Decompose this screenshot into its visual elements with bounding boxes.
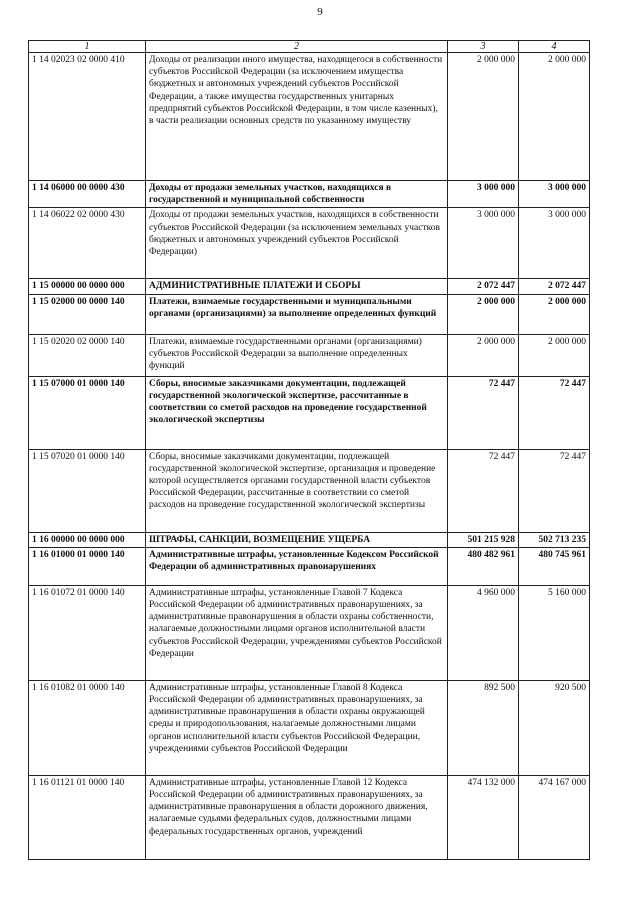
page-number: 9	[317, 6, 323, 18]
row-code: 1 15 00000 00 0000 000	[29, 279, 146, 294]
row-code: 1 16 01121 01 0000 140	[29, 775, 146, 859]
row-name: Сборы, вносимые заказчиками документации, подлежащей государственной экологической экспертизе, организация и проведение которой осуществляется органами государственной власти субъектов Российской Федерации, рассчитанные в соответствии со сметой расходов на проведение государственной экологической экспертизы	[146, 449, 448, 532]
row-code: 1 15 07020 01 0000 140	[29, 449, 146, 532]
row-name: Доходы от продажи земельных участков, находящихся в государственной и муниципальной собственности	[146, 181, 448, 208]
column-header-2: 2	[146, 41, 448, 53]
row-name: Доходы от продажи земельных участков, находящихся в собственности субъектов Российской Федерации (за исключением земельных участков бюджетных и автономных учреждений субъектов Российской Федерации)	[146, 208, 448, 279]
row-code: 1 14 06000 00 0000 430	[29, 181, 146, 208]
row-value-2: 3 000 000	[519, 181, 590, 208]
row-code: 1 15 02020 02 0000 140	[29, 334, 146, 376]
row-value-1: 892 500	[448, 680, 519, 775]
row-name: АДМИНИСТРАТИВНЫЕ ПЛАТЕЖИ И СБОРЫ	[146, 279, 448, 294]
row-code: 1 14 06022 02 0000 430	[29, 208, 146, 279]
row-code: 1 16 01082 01 0000 140	[29, 680, 146, 775]
column-header-4: 4	[519, 41, 590, 53]
row-value-1: 3 000 000	[448, 208, 519, 279]
row-value-1: 2 000 000	[448, 334, 519, 376]
table-row	[29, 208, 590, 279]
row-name: Административные штрафы, установленные Кодексом Российской Федерации об административных правонарушениях	[146, 547, 448, 585]
row-name: Сборы, вносимые заказчиками документации, подлежащей государственной экологической экспертизе, рассчитанные в соответствии со сметой расходов на проведение государственной экологической экспертизы	[146, 376, 448, 449]
row-code: 1 14 02023 02 0000 410	[29, 53, 146, 181]
table-row	[29, 775, 590, 859]
table-row	[29, 680, 590, 775]
row-value-1: 2 000 000	[448, 294, 519, 334]
table-row	[29, 449, 590, 532]
row-code: 1 16 01072 01 0000 140	[29, 585, 146, 680]
row-value-1: 501 215 928	[448, 532, 519, 547]
row-value-1: 480 482 961	[448, 547, 519, 585]
table-row	[29, 585, 590, 680]
row-value-2: 502 713 235	[519, 532, 590, 547]
table-row	[29, 376, 590, 449]
table-row	[29, 532, 590, 547]
row-value-2: 5 160 000	[519, 585, 590, 680]
row-value-1: 3 000 000	[448, 181, 519, 208]
column-header-1: 1	[29, 41, 146, 53]
table-row	[29, 279, 590, 294]
row-value-2: 3 000 000	[519, 208, 590, 279]
table-row	[29, 53, 590, 181]
row-value-2: 2 000 000	[519, 334, 590, 376]
row-code: 1 15 07000 01 0000 140	[29, 376, 146, 449]
row-value-1: 72 447	[448, 449, 519, 532]
revenue-table	[28, 40, 590, 860]
row-value-2: 920 500	[519, 680, 590, 775]
table-header-row	[29, 41, 590, 53]
row-code: 1 16 01000 01 0000 140	[29, 547, 146, 585]
row-name: Административные штрафы, установленные Главой 8 Кодекса Российской Федерации об административных правонарушениях, за административные правонарушения в области охраны окружающей среды и природопользования, налагаемые должностными лицами органов исполнительной власти субъектов Российской Федерации, учреждениями субъектов Российской Федерации	[146, 680, 448, 775]
row-value-2: 2 000 000	[519, 294, 590, 334]
row-name: ШТРАФЫ, САНКЦИИ, ВОЗМЕЩЕНИЕ УЩЕРБА	[146, 532, 448, 547]
row-value-1: 2 072 447	[448, 279, 519, 294]
row-value-2: 2 000 000	[519, 53, 590, 181]
table-row	[29, 294, 590, 334]
row-code: 1 16 00000 00 0000 000	[29, 532, 146, 547]
row-name: Административные штрафы, установленные Главой 12 Кодекса Российской Федерации об административных правонарушениях, за административные правонарушения в области дорожного движения, налагаемые судьями федеральных судов, должностными лицами федеральных государственных органов, учреждений	[146, 775, 448, 859]
row-name: Административные штрафы, установленные Главой 7 Кодекса Российской Федерации об административных правонарушениях, за административные правонарушения в области охраны собственности, налагаемые должностными лицами органов исполнительной власти субъектов Российской Федерации, учреждениями субъектов Российской Федерации	[146, 585, 448, 680]
row-name: Платежи, взимаемые государственными и муниципальными органами (организациями) за выполнение определенных функций	[146, 294, 448, 334]
row-value-2: 480 745 961	[519, 547, 590, 585]
row-name: Доходы от реализации иного имущества, находящегося в собственности субъектов Российской Федерации (за исключением имущества бюджетных и автономных учреждений субъектов Российской Федерации, а также имущества государственных унитарных предприятий субъектов Российской Федерации, в том числе казенных), в части реализации основных средств по указанному имуществу	[146, 53, 448, 181]
row-value-2: 474 167 000	[519, 775, 590, 859]
table-row	[29, 547, 590, 585]
row-code: 1 15 02000 00 0000 140	[29, 294, 146, 334]
row-value-2: 2 072 447	[519, 279, 590, 294]
row-value-1: 4 960 000	[448, 585, 519, 680]
column-header-3: 3	[448, 41, 519, 53]
row-value-1: 474 132 000	[448, 775, 519, 859]
row-value-1: 2 000 000	[448, 53, 519, 181]
row-value-2: 72 447	[519, 449, 590, 532]
row-value-2: 72 447	[519, 376, 590, 449]
table-row	[29, 334, 590, 376]
table-row	[29, 181, 590, 208]
row-value-1: 72 447	[448, 376, 519, 449]
row-name: Платежи, взимаемые государственными органами (организациями) субъектов Российской Федерации за выполнение определенных функций	[146, 334, 448, 376]
